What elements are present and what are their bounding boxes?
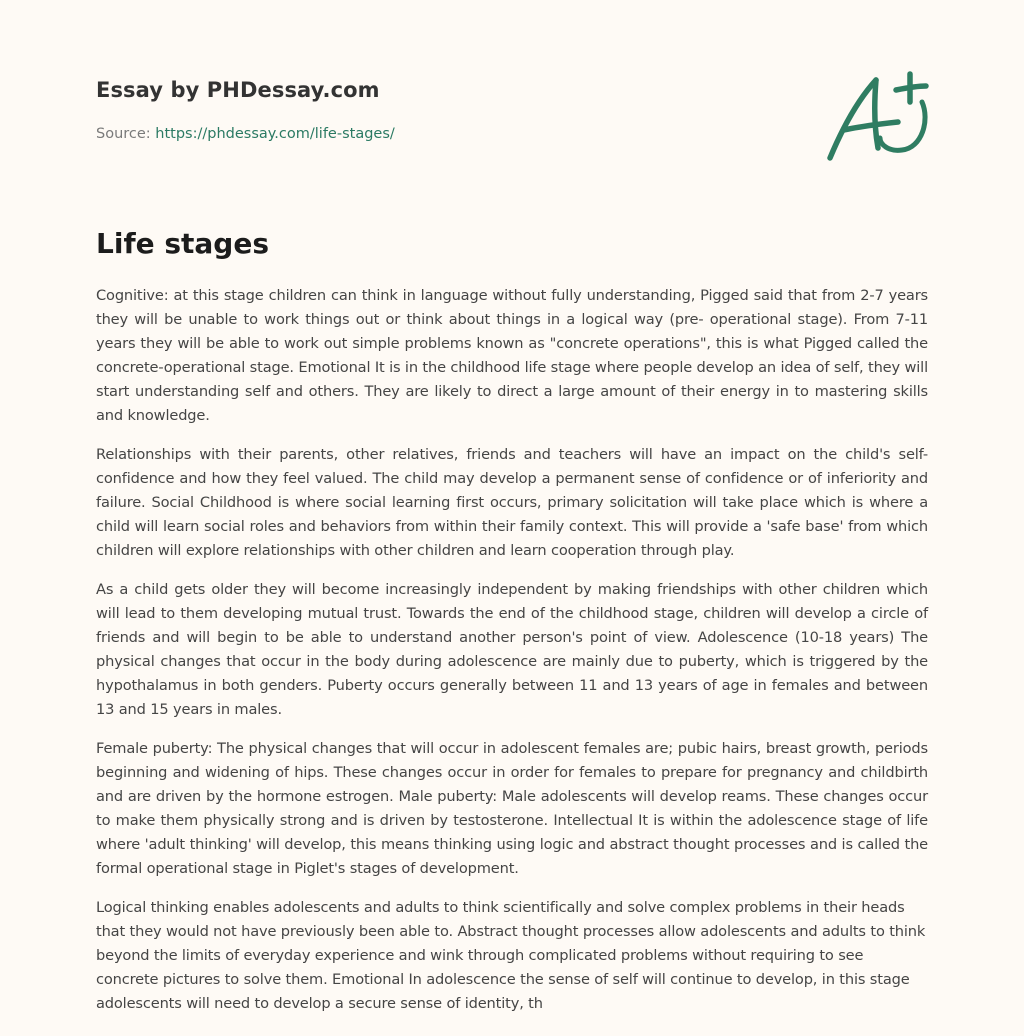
essay-body: [96, 284, 928, 1031]
essay-header: [96, 74, 928, 144]
site-title: Essay by PHDessay.com: [96, 78, 380, 102]
paragraph: Cognitive: at this stage children can think in language without fully understanding, Pigged said that from 2-7 years they will be unable to work things out or think about things in a logical way (pre- operational stage). From 7-11 years they will be able to work out simple problems known as "concrete operations", this is what Pigged called the concrete-operational stage. Emotional It is in the childhood life stage where people develop an idea of self, they will start understanding self and others. They are likely to direct a large amount of their energy in to mastering skills and knowledge.: [96, 287, 928, 424]
paragraph: Logical thinking enables adolescents and adults to think scientifically and solve complex problems in their heads that they would not have previously been able to. Abstract thought processes allow adolescents and adults to think beyond the limits of everyday experience and wink through complicated problems without requiring to see concrete pictures to solve them. Emotional In adolescence the sense of self will continue to develop, in this stage adolescents will need to develop a secure sense of identity, th: [96, 899, 926, 1012]
paragraph: As a child gets older they will become increasingly independent by making friendships with other children which will lead to them developing mutual trust. Towards the end of the childhood stage, children will develop a circle of friends and will begin to be able to understand another person's point of view. Adolescence (10-18 years) The physical changes that occur in the body during adolescence are mainly due to puberty, which is triggered by the hypothalamus in both genders. Puberty occurs generally between 11 and 13 years of age in females and between 13 and 15 years in males.: [96, 581, 928, 718]
source-label: Source:: [96, 126, 156, 142]
paragraph: Female puberty: The physical changes that will occur in adolescent females are; pubic hairs, breast growth, periods beginning and widening of hips. These changes occur in order for females to prepare for pregnancy and childbirth and are driven by the hormone estrogen. Male puberty: Male adolescents will develop reams. These changes occur to make them physically strong and is driven by testosterone. Intellectual It is within the adolescence stage of life where 'adult thinking' will develop, this means thinking using logic and abstract thought processes and is called the formal operational stage in Piglet's stages of development.: [96, 740, 928, 877]
page-title: Life stages: [96, 227, 270, 260]
paragraph: Relationships with their parents, other relatives, friends and teachers will have an impact on the child's self-confidence and how they feel valued. The child may develop a permanent sense of confidence or of inferiority and failure. Social Childhood is where social learning first occurs, primary solicitation will take place which is where a child will learn social roles and behaviors from within their family context. This will provide a 'safe base' from which children will explore relationships with other children and learn cooperation through play.: [96, 446, 928, 559]
source-line: [96, 124, 928, 144]
source-link[interactable]: https://phdessay.com/life-stages/: [155, 126, 395, 142]
a-plus-grade-icon: [818, 64, 936, 168]
